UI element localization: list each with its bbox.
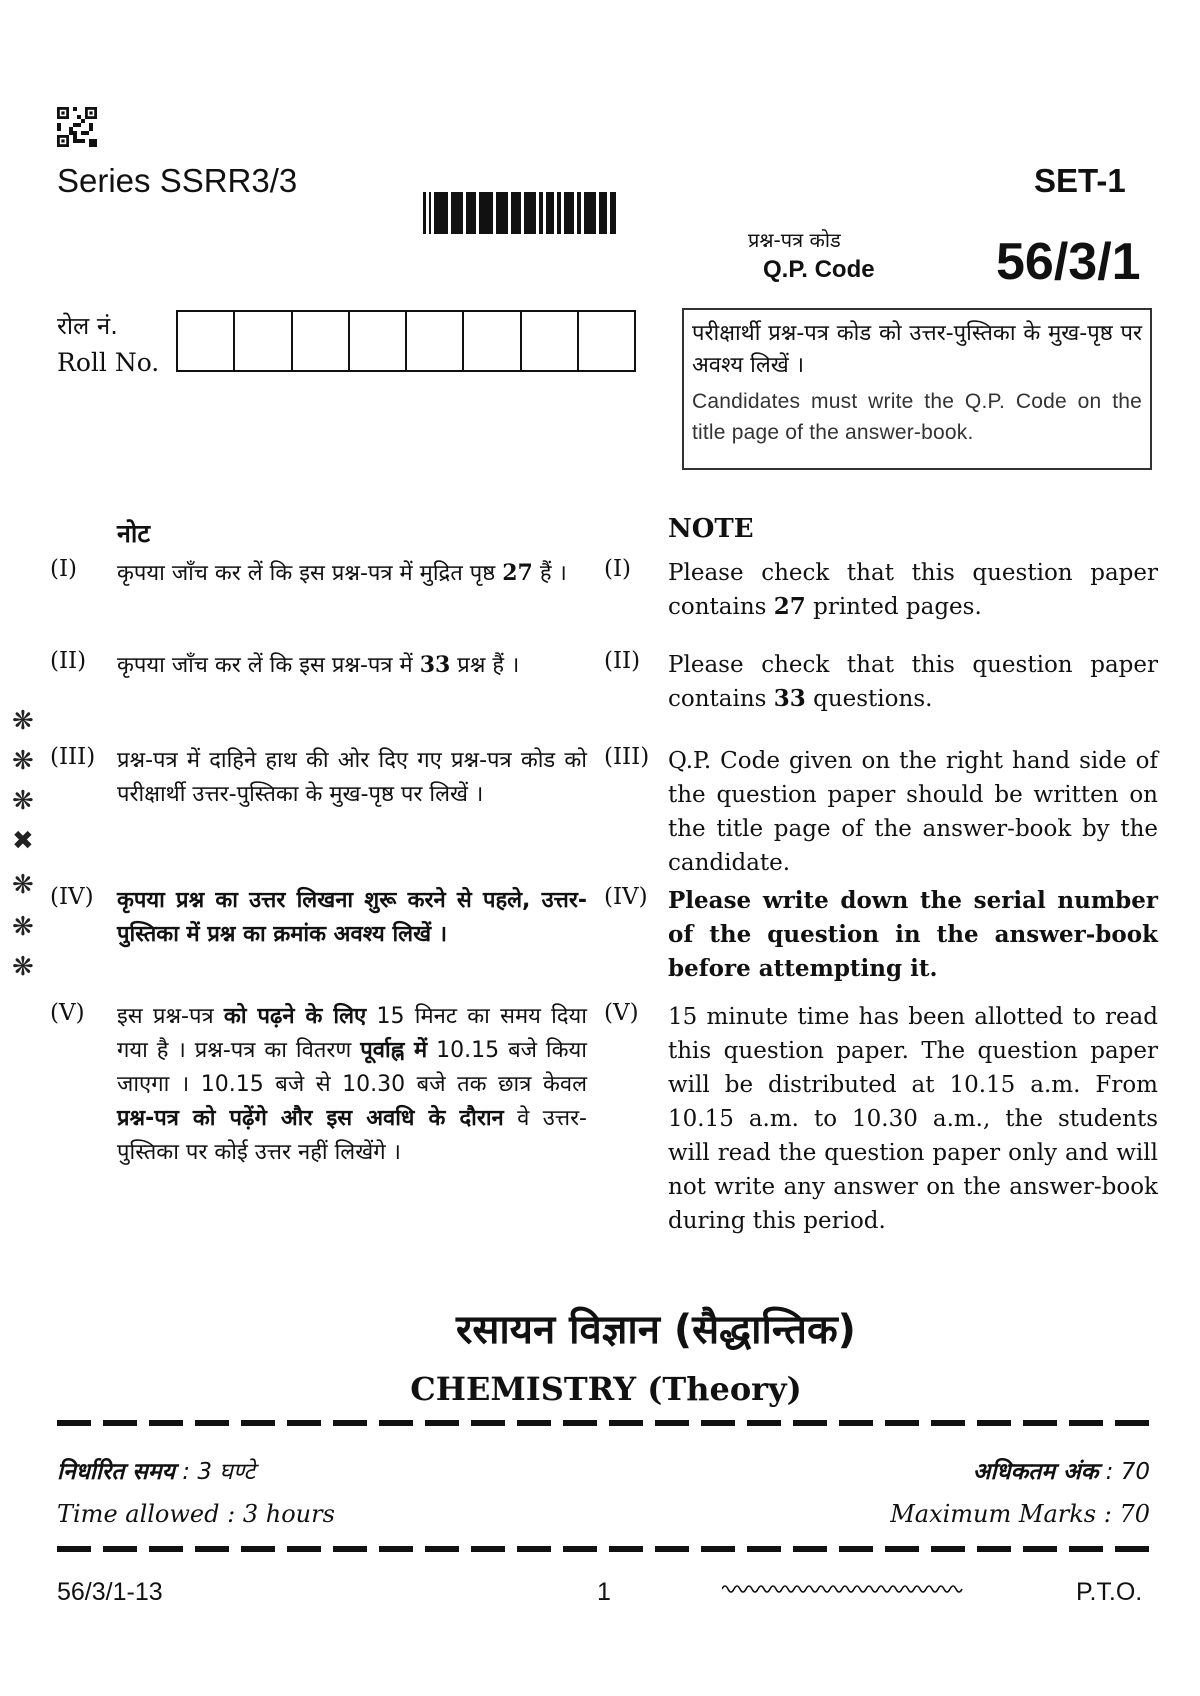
please-turn-over: P.T.O. xyxy=(1076,1578,1143,1606)
note-heading-hindi: नोट xyxy=(117,519,150,548)
note-text-english: Please check that this question paper contains 33 questions. xyxy=(668,652,1158,712)
roll-number-box[interactable] xyxy=(407,312,464,370)
side-star-icon: ❋ xyxy=(12,746,34,776)
subject-title: CHEMISTRY (Theory) xyxy=(410,1370,802,1408)
qp-code-label-hindi: प्रश्न-पत्र कोड xyxy=(748,228,841,252)
note-number: (I) xyxy=(604,556,632,582)
side-star-icon: ❋ xyxy=(12,952,34,982)
side-cross-icon: ✖ xyxy=(12,826,34,856)
footer-paper-code: 56/3/1-13 xyxy=(57,1578,163,1606)
dashed-divider xyxy=(57,1546,1151,1552)
time-allowed-hindi: निर्धारित समय : 3 घण्टे xyxy=(57,1459,256,1485)
roll-number-box[interactable] xyxy=(178,312,235,370)
roll-number-box[interactable] xyxy=(464,312,521,370)
note-text-english: Please write down the serial number of the question in the answer-book before attempting it. xyxy=(668,887,1158,982)
roll-number-box[interactable] xyxy=(522,312,579,370)
note-text-hindi: कृपया जाँच कर लें कि इस प्रश्न-पत्र में 33 प्रश्न हैं । xyxy=(117,652,520,678)
note-number: (V) xyxy=(604,1000,639,1026)
qp-code-value: 56/3/1 xyxy=(996,233,1141,291)
page-number: 1 xyxy=(597,1578,611,1606)
subject-title-hindi: रसायन विज्ञान (सैद्धान्तिक) xyxy=(456,1307,856,1353)
roll-number-label-hindi: रोल नं. xyxy=(57,312,118,340)
note-number: (I) xyxy=(50,556,78,582)
time-allowed: Time allowed : 3 hours xyxy=(57,1500,335,1528)
note-heading: NOTE xyxy=(668,514,754,544)
note-number: (V) xyxy=(50,1000,85,1026)
roll-number-label: Roll No. xyxy=(57,348,160,377)
dashed-divider xyxy=(57,1420,1151,1426)
side-star-icon: ❋ xyxy=(12,912,34,942)
barcode-icon xyxy=(423,192,616,234)
qp-code-notice-box xyxy=(682,308,1152,470)
maximum-marks-hindi: अधिकतम अंक : 70 xyxy=(972,1459,1150,1485)
side-star-icon: ❋ xyxy=(12,870,34,900)
series-label: Series SSRR3/3 xyxy=(57,162,298,199)
notice-text-hindi: परीक्षार्थी प्रश्न-पत्र कोड को उत्तर-पुस्तिका के मुख-पृष्ठ पर अवश्य लिखें । xyxy=(692,321,1142,378)
note-text-english: Please check that this question paper contains 27 printed pages. xyxy=(668,560,1158,620)
note-number: (III) xyxy=(604,744,650,770)
note-text-hindi: प्रश्न-पत्र में दाहिने हाथ की ओर दिए गए प्रश्न-पत्र कोड को परीक्षार्थी उत्तर-पुस्तिका के मुख-पृष्ठ पर लिखें । xyxy=(117,748,587,807)
note-number: (IV) xyxy=(50,884,94,910)
note-text-english: 15 minute time has been allotted to read this question paper. The question paper will be distributed at 10.15 a.m. From 10.15 a.m. to 10.30 a.m., the students will read the question paper only and will not write any answer on the answer-book during this period. xyxy=(668,1004,1158,1234)
roll-number-box[interactable] xyxy=(235,312,292,370)
note-number: (II) xyxy=(604,648,641,674)
note-text-hindi: कृपया प्रश्न का उत्तर लिखना शुरू करने से पहले, उत्तर-पुस्तिका में प्रश्न का क्रमांक अवश्य लिखें । xyxy=(117,888,587,947)
note-number: (IV) xyxy=(604,884,648,910)
roll-number-boxes xyxy=(176,310,636,372)
set-label: SET-1 xyxy=(1034,162,1126,199)
roll-number-box[interactable] xyxy=(350,312,407,370)
side-star-icon: ❋ xyxy=(12,706,34,736)
roll-number-box[interactable] xyxy=(579,312,634,370)
note-number: (II) xyxy=(50,648,87,674)
qp-code-label: Q.P. Code xyxy=(763,256,875,283)
roll-number-box[interactable] xyxy=(293,312,350,370)
note-text-english: Q.P. Code given on the right hand side of the question paper should be written on the title page of the answer-book by the candidate. xyxy=(668,748,1158,876)
note-number: (III) xyxy=(50,744,96,770)
note-text-hindi: इस प्रश्न-पत्र को पढ़ने के लिए 15 मिनट का समय दिया गया है । प्रश्न-पत्र का वितरण पूर्वाह्न में 10.15 बजे किया जाएगा । 10.15 बजे से 10.30 बजे तक छात्र केवल प्रश्न-पत्र को पढ़ेंगे और इस अवधि के दौरान वे उत्तर-पुस्तिका पर कोई उत्तर नहीं लिखेंगे । xyxy=(117,1004,588,1165)
qr-code-icon xyxy=(57,107,97,147)
wavy-line-icon xyxy=(722,1580,967,1598)
notice-text-english: Candidates must write the Q.P. Code on the title page of the answer-book. xyxy=(692,390,1142,444)
side-star-icon: ❋ xyxy=(12,786,34,816)
maximum-marks: Maximum Marks : 70 xyxy=(890,1500,1150,1528)
note-text-hindi: कृपया जाँच कर लें कि इस प्रश्न-पत्र में मुद्रित पृष्ठ 27 हैं । xyxy=(117,560,567,586)
